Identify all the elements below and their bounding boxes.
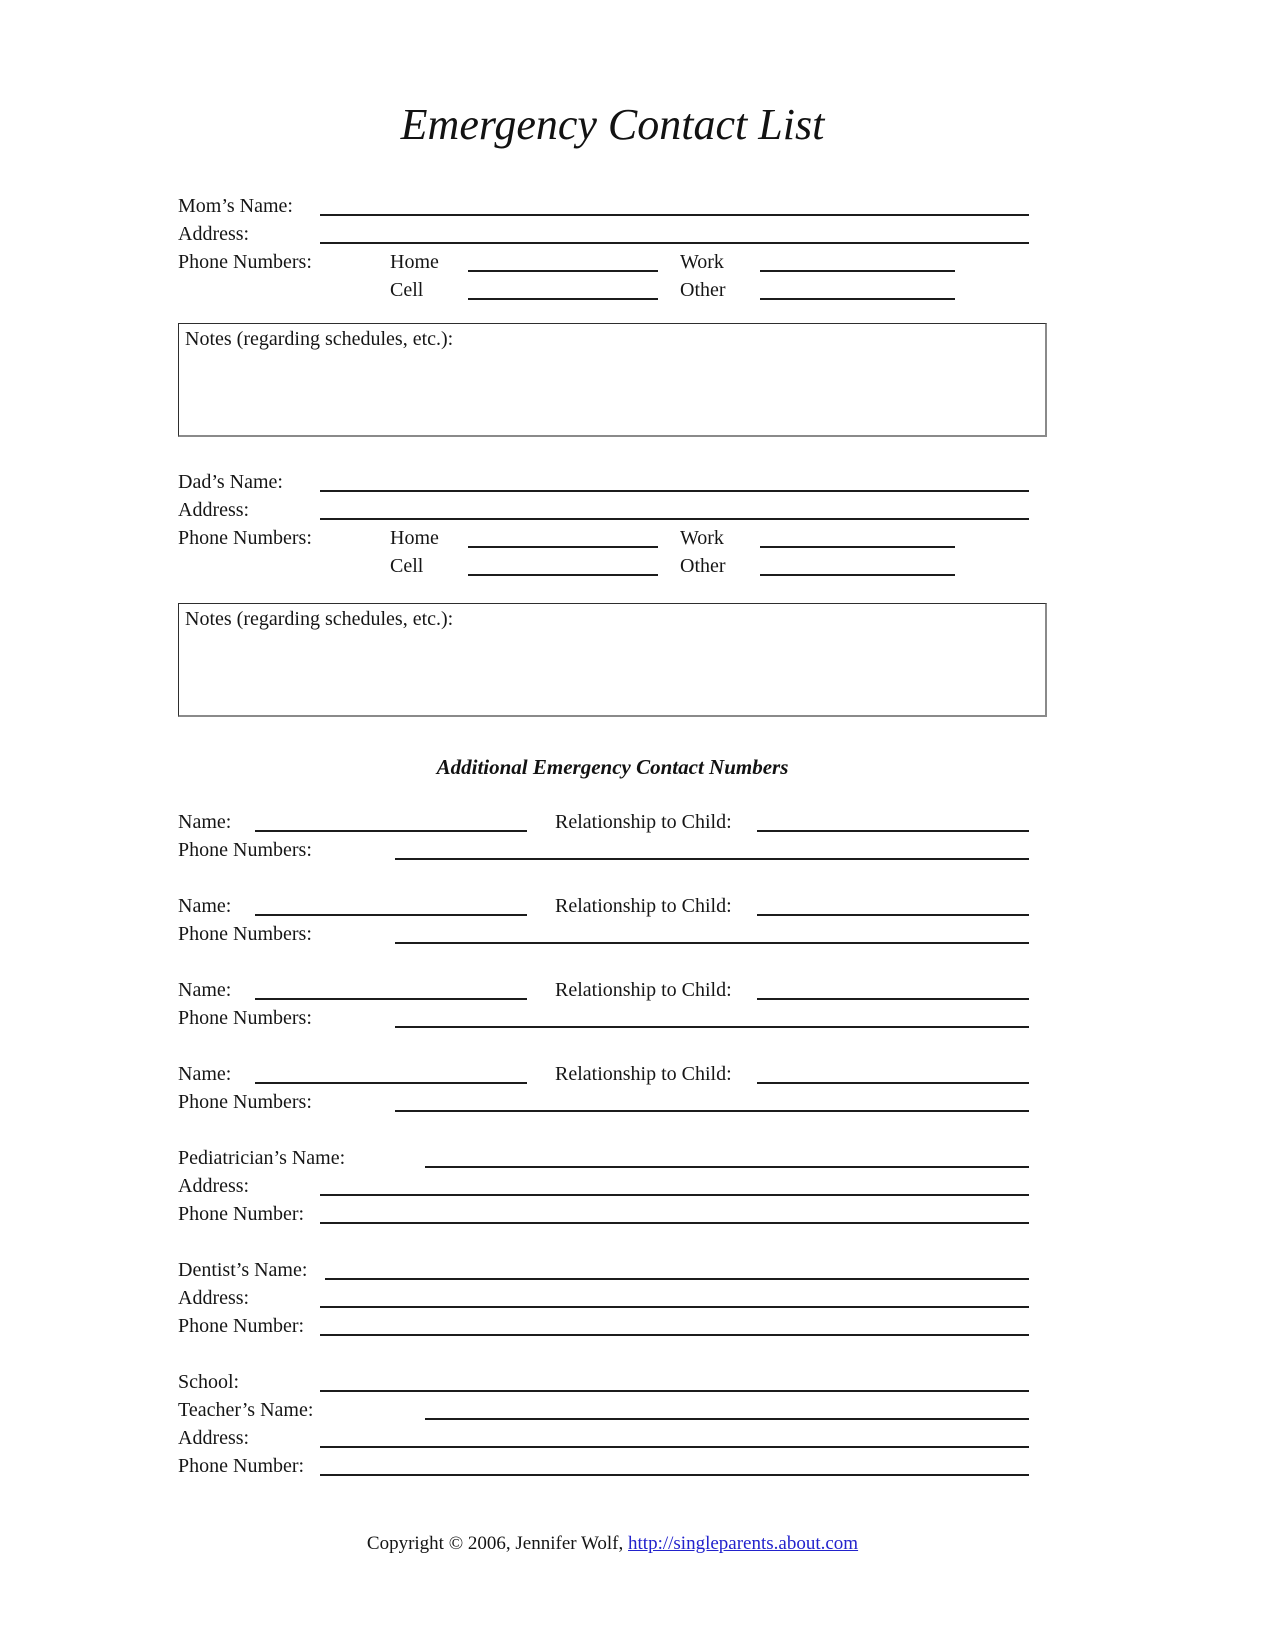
additional-contacts-heading: Additional Emergency Contact Numbers [436, 754, 789, 779]
additional-contact-4 [178, 1059, 1047, 1115]
mom-address-label: Address: [178, 222, 250, 245]
dentist-name-row [178, 1255, 1047, 1283]
mom-address-line[interactable] [320, 222, 1029, 244]
pediatrician-address-row [178, 1171, 1047, 1199]
copyright-text: Copyright © 2006, Jennifer Wolf, [366, 1532, 629, 1554]
dad-phone-row-2 [178, 551, 1047, 579]
mom-work-phone-line[interactable] [760, 250, 955, 272]
mom-notes-box[interactable] [178, 323, 1047, 437]
mom-cell-label: Cell [390, 278, 424, 301]
school-name-line[interactable] [320, 1370, 1029, 1392]
copyright-footer [178, 1531, 1047, 1557]
contact-2-phone-line[interactable] [395, 922, 1029, 944]
contact-4-name-row [178, 1059, 1047, 1087]
dad-name-line[interactable] [320, 470, 1029, 492]
dentist-address-row [178, 1283, 1047, 1311]
mom-notes-label: Notes (regarding schedules, etc.): [185, 327, 454, 350]
contact-1-name-row [178, 807, 1047, 835]
dad-section [178, 467, 1047, 717]
pediatrician-name-row [178, 1143, 1047, 1171]
contact-4-relationship-label: Relationship to Child: [555, 1062, 732, 1085]
dad-name-row [178, 467, 1047, 495]
pediatrician-section [178, 1143, 1047, 1227]
contact-2-phone-row [178, 919, 1047, 947]
mom-name-row [178, 191, 1047, 219]
contact-3-phone-row [178, 1003, 1047, 1031]
mom-home-label: Home [390, 250, 439, 273]
contact-3-phone-label: Phone Numbers: [178, 1006, 312, 1029]
dad-work-label: Work [680, 526, 724, 549]
school-phone-label: Phone Number: [178, 1454, 305, 1477]
dentist-section [178, 1255, 1047, 1339]
mom-other-label: Other [680, 278, 726, 301]
dad-cell-label: Cell [390, 554, 424, 577]
contact-1-name-label: Name: [178, 810, 232, 833]
dad-work-phone-line[interactable] [760, 526, 955, 548]
contact-4-phone-row [178, 1087, 1047, 1115]
dad-home-phone-line[interactable] [468, 526, 658, 548]
contact-1-relationship-label: Relationship to Child: [555, 810, 732, 833]
mom-address-row [178, 219, 1047, 247]
mom-phone-row-2 [178, 275, 1047, 303]
pediatrician-address-label: Address: [178, 1174, 250, 1197]
mom-other-phone-line[interactable] [760, 278, 955, 300]
dad-other-label: Other [680, 554, 726, 577]
dentist-name-label: Dentist’s Name: [178, 1258, 308, 1281]
teacher-name-row [178, 1395, 1047, 1423]
contact-2-relationship-label: Relationship to Child: [555, 894, 732, 917]
dentist-phone-line[interactable] [320, 1314, 1029, 1336]
contact-3-name-label: Name: [178, 978, 232, 1001]
dad-home-label: Home [390, 526, 439, 549]
contact-1-phone-line[interactable] [395, 838, 1029, 860]
contact-3-relationship-line[interactable] [757, 978, 1029, 1000]
dentist-address-label: Address: [178, 1286, 250, 1309]
pediatrician-name-label: Pediatrician’s Name: [178, 1146, 346, 1169]
dad-name-label: Dad’s Name: [178, 470, 283, 493]
page-title: Emergency Contact List [400, 100, 825, 149]
contact-3-name-row [178, 975, 1047, 1003]
dad-notes-box[interactable] [178, 603, 1047, 717]
school-name-row [178, 1367, 1047, 1395]
mom-section [178, 191, 1047, 437]
contact-4-name-line[interactable] [255, 1062, 527, 1084]
school-phone-row [178, 1451, 1047, 1479]
contact-3-relationship-label: Relationship to Child: [555, 978, 732, 1001]
contact-2-phone-label: Phone Numbers: [178, 922, 312, 945]
dad-phone-row-1 [178, 523, 1047, 551]
additional-contact-2 [178, 891, 1047, 947]
mom-work-label: Work [680, 250, 724, 273]
dad-other-phone-line[interactable] [760, 554, 955, 576]
pediatrician-phone-line[interactable] [320, 1202, 1029, 1224]
additional-contact-3 [178, 975, 1047, 1031]
contact-1-phone-row [178, 835, 1047, 863]
contact-2-name-label: Name: [178, 894, 232, 917]
dentist-phone-row [178, 1311, 1047, 1339]
mom-phone-row-1 [178, 247, 1047, 275]
contact-4-phone-line[interactable] [395, 1090, 1029, 1112]
mom-name-label: Mom’s Name: [178, 194, 293, 217]
dad-notes-label: Notes (regarding schedules, etc.): [185, 607, 454, 630]
dad-address-label: Address: [178, 498, 250, 521]
dad-cell-phone-line[interactable] [468, 554, 658, 576]
dad-address-row [178, 495, 1047, 523]
contact-4-name-label: Name: [178, 1062, 232, 1085]
dentist-phone-label: Phone Number: [178, 1314, 305, 1337]
contact-1-name-line[interactable] [255, 810, 527, 832]
contact-1-relationship-line[interactable] [757, 810, 1029, 832]
school-section [178, 1367, 1047, 1479]
dentist-address-line[interactable] [320, 1286, 1029, 1308]
school-address-row [178, 1423, 1047, 1451]
singleparents-link[interactable]: http://singleparents.about.com [628, 1532, 859, 1554]
dad-address-line[interactable] [320, 498, 1029, 520]
school-address-line[interactable] [320, 1426, 1029, 1448]
mom-home-phone-line[interactable] [468, 250, 658, 272]
pediatrician-phone-row [178, 1199, 1047, 1227]
contact-2-name-line[interactable] [255, 894, 527, 916]
mom-name-line[interactable] [320, 194, 1029, 216]
contact-3-phone-line[interactable] [395, 1006, 1029, 1028]
mom-cell-phone-line[interactable] [468, 278, 658, 300]
pediatrician-name-line[interactable] [425, 1146, 1029, 1168]
teacher-name-label: Teacher’s Name: [178, 1398, 314, 1421]
contact-4-relationship-line[interactable] [757, 1062, 1029, 1084]
contact-4-phone-label: Phone Numbers: [178, 1090, 312, 1113]
contact-1-phone-label: Phone Numbers: [178, 838, 312, 861]
school-address-label: Address: [178, 1426, 250, 1449]
contact-3-name-line[interactable] [255, 978, 527, 1000]
contact-2-relationship-line[interactable] [757, 894, 1029, 916]
school-label: School: [178, 1370, 240, 1393]
teacher-name-line[interactable] [425, 1398, 1029, 1420]
additional-contact-1 [178, 807, 1047, 863]
school-phone-line[interactable] [320, 1454, 1029, 1476]
pediatrician-address-line[interactable] [320, 1174, 1029, 1196]
contact-2-name-row [178, 891, 1047, 919]
dentist-name-line[interactable] [325, 1258, 1029, 1280]
pediatrician-phone-label: Phone Number: [178, 1202, 305, 1225]
mom-phone-numbers-label: Phone Numbers: [178, 250, 312, 273]
dad-phone-numbers-label: Phone Numbers: [178, 526, 312, 549]
